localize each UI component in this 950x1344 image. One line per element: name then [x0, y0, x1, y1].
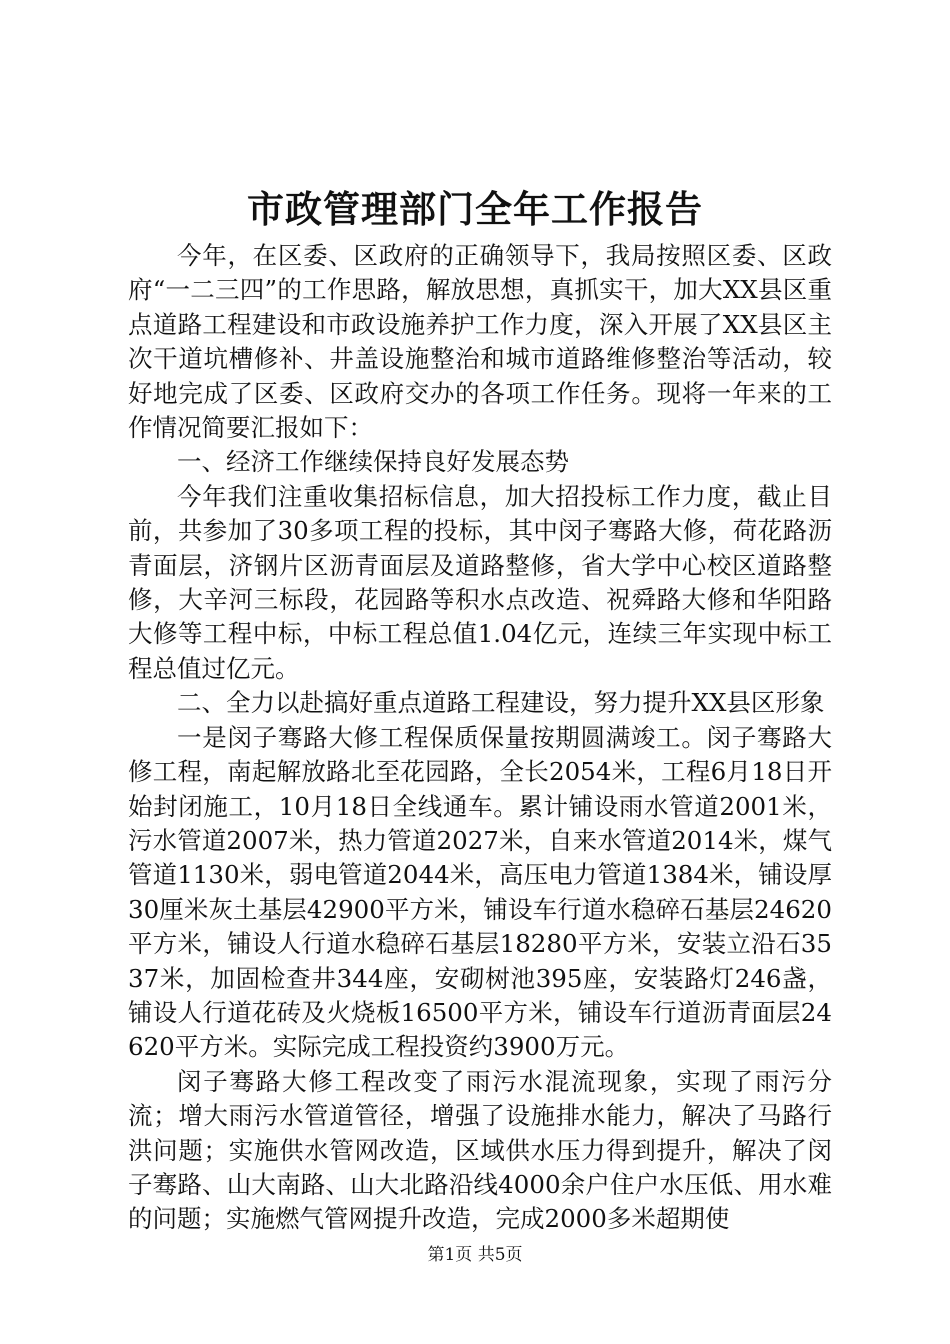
- section-heading-2: 二、全力以赴搞好重点道路工程建设，努力提升XX县区形象: [177, 688, 825, 718]
- paragraph-economy: 今年我们注重收集招标信息，加大招投标工作力度，截止目前，共参加了30多项工程的投标，其中闵子骞路大修，荷花路沥青面层，济钢片区沥青面层及道路整修，省大学中心校区道路整修，大辛河三标段，花园路等积水点改造、祝舜路大修和华阳路大修等工程中标，中标工程总值1.04亿元，连续三年实现中标工程总值过亿元。: [128, 481, 832, 683]
- paragraph-road-project: 一是闵子骞路大修工程保质保量按期圆满竣工。闵子骞路大修工程，南起解放路北至花园路，全长2054米，工程6月18日开始封闭施工，10月18日全线通车。累计铺设雨水管道2001米，污水管道2007米，热力管道2027米，自来水管道2014米，煤气管道1130米，弱电管道2044米，高压电力管道1384米，铺设厚30厘米灰土基层42900平方米，铺设车行道水稳碎石基层24620平方米，铺设人行道水稳碎石基层18280平方米，安装立沿石3537米，加固检查井344座，安砌树池395座，安装路灯246盏，铺设人行道花砖及火烧板16500平方米，铺设车行道沥青面层24620平方米。实际完成工程投资约3900万元。: [128, 722, 832, 1062]
- section-heading-1: 一、经济工作继续保持良好发展态势: [177, 447, 569, 477]
- document-body: [128, 239, 832, 1237]
- document-title: 市政管理部门全年工作报告: [247, 187, 703, 231]
- paragraph-intro: 今年，在区委、区政府的正确领导下，我局按照区委、区政府“一二三四”的工作思路，解放思想，真抓实干，加大XX县区重点道路工程建设和市政设施养护工作力度，深入开展了XX县区主次干道坑槽修补、井盖设施整治和城市道路维修整治等活动，较好地完成了区委、区政府交办的各项工作任务。现将一年来的工作情况简要汇报如下：: [128, 241, 832, 443]
- page-number-footer: 第1页 共5页: [427, 1245, 523, 1265]
- paragraph-road-benefits: 闵子骞路大修工程改变了雨污水混流现象，实现了雨污分流；增大雨污水管道管径，增强了设施排水能力，解决了马路行洪问题；实施供水管网改造，区域供水压力得到提升，解决了闵子骞路、山大南路、山大北路沿线4000余户住户水压低、用水难的问题；实施燃气管网提升改造，完成2000多米超期使: [128, 1066, 832, 1234]
